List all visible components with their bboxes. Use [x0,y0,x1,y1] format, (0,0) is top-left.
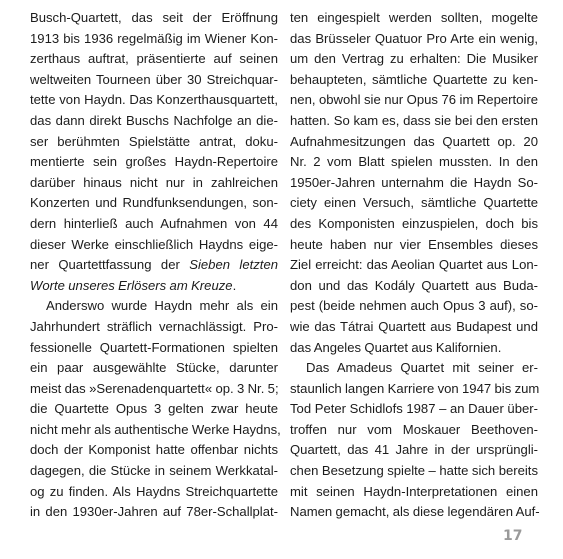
text-line: troffen nur vom Moskauer Beethoven- [290,421,538,437]
text-line [30,255,278,276]
text-line: dagegen, die Stücke in seinem Werkkatal- [30,463,278,479]
text-line: um den Vertrag zu erhalten: Die Musiker [290,51,538,67]
text-line: tette von Haydn. Das Konzerthausquartett, [30,92,278,108]
text-line: pest (beide nehmen auch Opus 3 auf), so- [290,298,538,314]
text-span: ner Quartettfassung der [30,257,190,273]
text-line: meist das »Serenadenquartett« op. 3 Nr. 5; [30,380,279,396]
text-line: ten eingespielt werden sollten, mogelte [290,10,538,25]
text-line: Busch-Quartett, das seit der Eröffnung [30,10,278,25]
text-line: dern hinterließ auch Aufnahmen von 44 [30,215,278,231]
text-line: mit seinen Haydn-Interpretationen einen [290,483,538,499]
text-line: in den 1930er-Jahren auf 78er-Schallplat- [30,504,278,520]
text-line: staunlich langen Karriere von 1947 bis zum [290,380,540,396]
text-line: Aufnahmesitzungen das Quartett op. 20 [290,133,538,149]
text-line: 1950er-Jahren unternahm die Haydn So- [290,174,538,190]
text-line: zerthaus auftrat, präsentierte auf seinen [30,51,278,67]
text-line: die Quartette Opus 3 gelten zwar heute [30,401,278,417]
text-line: nen, obwohl sie nur Opus 76 im Repertoire [290,92,538,108]
text-line: doch der Komponist hatte offenbar nichts [30,442,278,458]
text-span: . [232,277,237,293]
text-line: 1913 bis 1936 regelmäßig im Wiener Kon- [30,30,278,46]
text-line: hatten. So kam es, dass sie bei den ersten [290,112,538,128]
text-line: Anderswo wurde Haydn mehr als ein [46,298,278,314]
text-line: des Komponisten einzuspielen, doch bis [290,215,538,231]
italic-title-text: Sieben letzten [189,257,279,273]
text-line: behaupteten, sämtliche Quartette zu ken- [290,71,538,87]
text-line: weltweiten Tourneen über 30 Streichquar- [30,71,278,87]
text-line: og zu finden. Als Haydns Streichquartette [30,483,278,499]
text-line: Tod Peter Schidlofs 1987 – an Dauer über- [290,401,538,417]
text-line: das dann direkt Buschs Nachfolge an die- [30,112,278,128]
italic-title-text: Worte unseres Erlösers am Kreuze [30,277,233,293]
text-line: chen Besetzung spielte – hatte sich bereits [290,463,538,479]
text-line: Quartett, das 41 Jahre in der ursprüngli- [290,442,538,458]
text-line: Ziel erreicht: das Aeolian Quartet aus Lon- [290,257,538,273]
text-line: darüber hinaus nicht nur in zahlreichen [30,174,278,190]
text-line: das Brüsseler Quatuor Pro Arte ein wenig, [290,30,538,46]
left-text-column [30,8,281,523]
text-line: dieser Werke einschließlich Haydns eige- [30,236,278,252]
text-line [30,276,278,297]
text-line: fessionelle Quartett-Formationen spielten [30,339,278,355]
text-line: don und das Kodály Quartett aus Buda- [290,277,538,293]
text-line: ciety einen Versuch, sämtliche Quartette [290,195,538,211]
text-line: ser berühmten Spielstätte antrat, doku- [30,133,278,149]
text-line: heute haben nur vier Ensembles dieses [290,236,538,252]
text-line: mentierte sein großes Haydn-Repertoire [30,154,278,170]
right-text-column [290,8,538,523]
text-line: ein paar ausgewählte Stücke, darunter [30,360,278,376]
text-line: Jahrhundert sträflich vernachlässigt. Pro- [30,318,278,334]
text-line: nicht mehr als authentische Werke Haydns, [30,421,281,437]
text-line: das Angeles Quartet aus Kalifornien. [290,339,502,355]
text-line: Konzerten und Rundfunksendungen, son- [30,195,278,211]
text-line: wie das Tátrai Quartett aus Budapest und [290,318,538,334]
text-line: Namen gemacht, als diese legendären Auf- [290,504,540,520]
text-line: Das Amadeus Quartet mit seiner er- [306,360,538,376]
text-line: Nr. 2 vom Blatt spielen mussten. In den [290,154,538,170]
page-number: 17 [503,528,523,544]
